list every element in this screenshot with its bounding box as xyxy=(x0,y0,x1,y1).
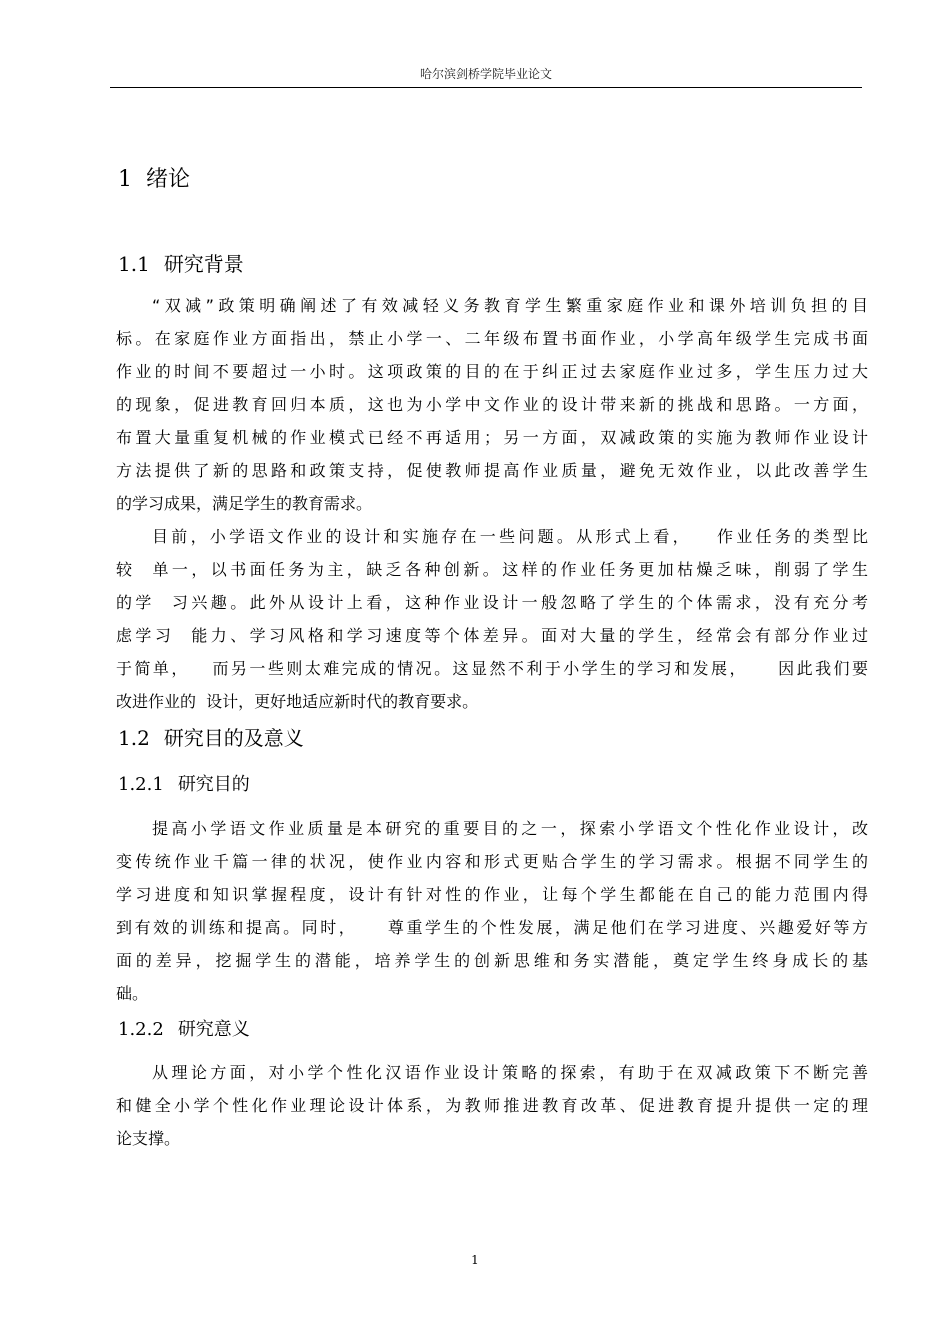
paragraph-line: 础。 xyxy=(116,984,149,1003)
paragraph-line: 和健全小学个性化作业理论设计体系，为教师推进教育改革、促进教育提升提供一定的理 xyxy=(116,1096,868,1115)
running-header: 哈尔滨剑桥学院毕业论文 xyxy=(419,67,552,81)
paragraph-line: 方法提供了新的思路和政策支持，促使教师提高作业质量，避免无效作业，以此改善学生 xyxy=(116,461,868,480)
chapter-title: 绪论 xyxy=(146,167,191,192)
paragraph-background-2 xyxy=(116,520,868,718)
paragraph-line: 改进作业的 设计，更好地适应新时代的教育要求。 xyxy=(116,692,479,711)
paragraph-significance xyxy=(116,1056,868,1155)
paragraph-line: 的现象，促进教育回归本质，这也为小学中文作业的设计带来新的挑战和思路。一方面， xyxy=(116,395,868,414)
section-number: 1.2.2 xyxy=(118,1019,164,1040)
section-heading-1-1 xyxy=(118,251,244,277)
paragraph-line: 布置大量重复机械的作业模式已经不再适用；另一方面，双减政策的实施为教师作业设计 xyxy=(116,428,868,447)
section-number: 1.1 xyxy=(118,252,150,276)
header-rule xyxy=(110,87,862,88)
page-number: 1 xyxy=(471,1253,479,1267)
paragraph-line: 从理论方面，对小学个性化汉语作业设计策略的探索，有助于在双减政策下不断完善 xyxy=(152,1063,868,1082)
paragraph-background-1 xyxy=(116,289,868,520)
section-title: 研究背景 xyxy=(163,252,244,276)
section-title: 研究目的 xyxy=(177,774,250,795)
paragraph-line: 虑学习 能力、学习风格和学习速度等个体差异。面对大量的学生，经常会有部分作业过 xyxy=(116,626,868,645)
section-heading-1-2-1 xyxy=(118,773,250,797)
paragraph-line: 学习进度和知识掌握程度，设计有针对性的作业，让每个学生都能在自己的能力范围内得 xyxy=(116,885,868,904)
paragraph-purpose xyxy=(116,812,868,1010)
paragraph-line: 提高小学语文作业质量是本研究的重要目的之一，探索小学语文个性化作业设计，改 xyxy=(152,819,868,838)
paragraph-line: 作业的时间不要超过一小时。这项政策的目的在于纠正过去家庭作业过多，学生压力过大 xyxy=(116,362,868,381)
chapter-heading xyxy=(118,166,190,194)
section-heading-1-2 xyxy=(118,725,304,751)
paragraph-line: 论支撑。 xyxy=(116,1129,181,1148)
paragraph-line: 的学 习兴趣。此外从设计上看，这种作业设计一般忽略了学生的个体需求，没有充分考 xyxy=(116,593,868,612)
paragraph-line: 于简单， 而另一些则太难完成的情况。这显然不利于小学生的学习和发展， 因此我们要 xyxy=(116,659,868,678)
paragraph-line: 标。在家庭作业方面指出，禁止小学一、二年级布置书面作业，小学高年级学生完成书面 xyxy=(116,329,868,348)
paragraph-line: “双减”政策明确阐述了有效减轻义务教育学生繁重家庭作业和课外培训负担的目 xyxy=(152,296,868,315)
paragraph-line: 的学习成果，满足学生的教育需求。 xyxy=(116,494,373,513)
paragraph-line: 变传统作业千篇一律的状况，使作业内容和形式更贴合学生的学习需求。根据不同学生的 xyxy=(116,852,868,871)
section-title: 研究目的及意义 xyxy=(163,726,304,750)
chapter-number: 1 xyxy=(118,167,132,192)
paragraph-line: 目前，小学语文作业的设计和实施存在一些问题。从形式上看， 作业任务的类型比 xyxy=(152,527,868,546)
paragraph-line: 较 单一，以书面任务为主，缺乏各种创新。这样的作业任务更加枯燥乏味，削弱了学生 xyxy=(116,560,868,579)
section-heading-1-2-2 xyxy=(118,1018,250,1042)
section-title: 研究意义 xyxy=(177,1019,250,1040)
paragraph-line: 面的差异，挖掘学生的潜能，培养学生的创新思维和务实潜能，奠定学生终身成长的基 xyxy=(116,951,868,970)
section-number: 1.2 xyxy=(118,726,150,750)
section-number: 1.2.1 xyxy=(118,774,164,795)
paragraph-line: 到有效的训练和提高。同时， 尊重学生的个性发展，满足他们在学习进度、兴趣爱好等方 xyxy=(116,918,868,937)
